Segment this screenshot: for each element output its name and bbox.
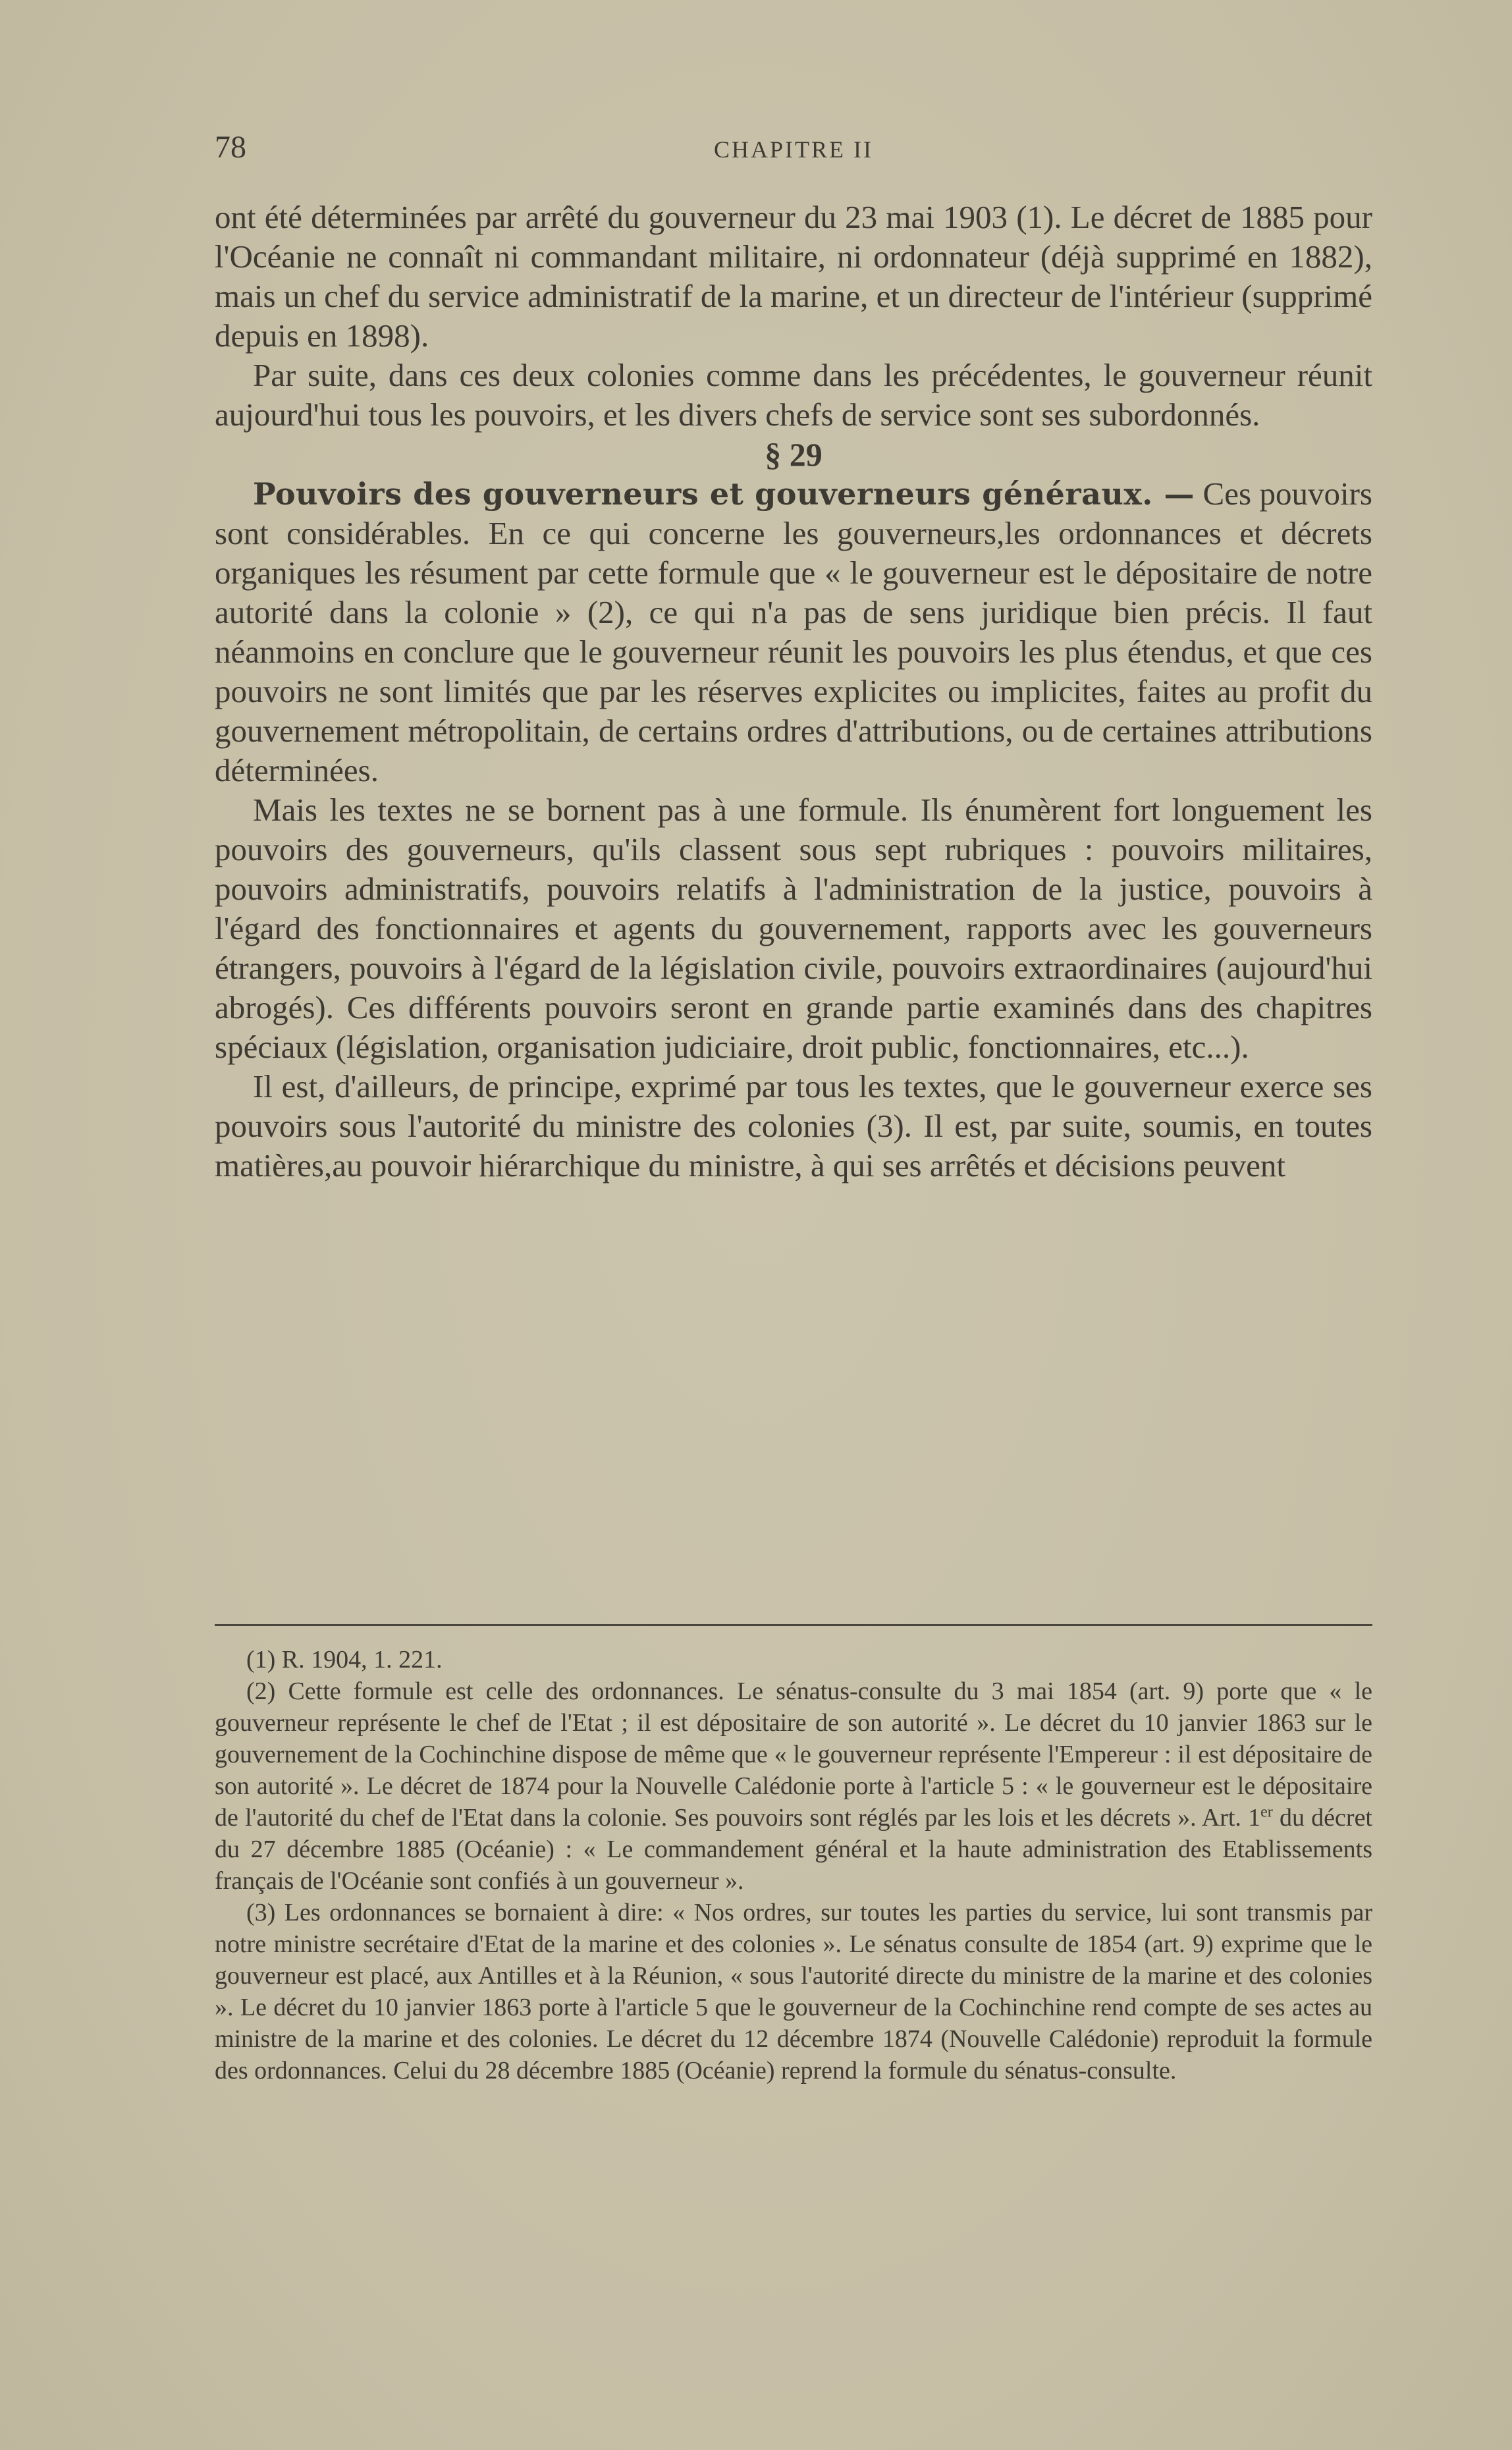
paragraph-3: [215, 474, 1372, 790]
footnote-1: (1) R. 1904, 1. 221.: [246, 1646, 443, 1674]
main-text: [215, 198, 1372, 1185]
paragraph-5: Il est, d'ailleurs, de principe, exprimé par tous les textes, que le gouverneur exerce ses pouvoirs sous l'autorité du ministre des colonies (3). Il est, par suite, soumis, en toutes matières,au pouvoir hiérarchique du ministre, à qui ses arrêtés et décisions peuvent: [215, 1068, 1372, 1184]
page-header: [215, 129, 1372, 169]
footnotes: [215, 1644, 1372, 2086]
page-number: 78: [215, 130, 246, 165]
paragraph-2: Par suite, dans ces deux colonies comme dans les précédentes, le gouverneur réunit aujourd'hui tous les pouvoirs, et les divers chefs de service sont ses subordonnés.: [215, 357, 1372, 433]
running-title: CHAPITRE II: [714, 136, 873, 163]
footnote-2-text-a: (2) Cette formule est celle des ordonnances. Le sénatus-consulte du 3 mai 1854 (art. 9) porte que « le gouverneur représente le chef de l'Etat ; il est dépositaire de son autorité ». Le décret du 10 janvier 1863 sur le gouvernement de la Cochinchine dispose de même que « le gouverneur représente l'Empereur : il est dépositaire de son autorité ». Le décret de 1874 pour la Nouvelle Calédonie porte à l'article 5 : « le gouverneur est le dépositaire de l'autorité du chef de l'Etat dans la colonie. Ses pouvoirs sont réglés par les lois et les décrets ». Art. 1: [215, 1677, 1372, 1832]
footnote-2-text-b: du décret du 27 décembre 1885 (Océanie) : « Le commandement général et la haute administration des Etablissements français de l'Océanie sont confiés à un gouverneur ».: [215, 1804, 1372, 1895]
paragraph-3-text: Ces pouvoirs sont considérables. En ce qui concerne les gouverneurs,les ordonnances et décrets organiques les résument par cette formule que « le gouverneur est le dépositaire de notre autorité dans la colonie » (2), ce qui n'a pas de sens juridique bien précis. Il faut néanmoins en conclure que le gouverneur réunit les pouvoirs les plus étendus, et que ces pouvoirs ne sont limités que par les réserves explicites ou implicites, faites au profit du gouvernement métropolitain, de certains ordres d'attributions, ou de certaines attributions déterminées.: [215, 476, 1372, 788]
paragraph-1: ont été déterminées par arrêté du gouverneur du 23 mai 1903 (1). Le décret de 1885 pour l'Océanie ne connaît ni commandant militaire, ni ordonnateur (déjà supprimé en 1882), mais un chef du service administratif de la marine, et un directeur de l'intérieur (supprimé depuis en 1898).: [215, 199, 1372, 354]
section-heading: Pouvoirs des gouverneurs et gouverneurs généraux. —: [253, 476, 1195, 512]
paragraph-4: Mais les textes ne se bornent pas à une formule. Ils énumèrent fort longuement les pouvoirs des gouverneurs, qu'ils classent sous sept rubriques : pouvoirs militaires, pouvoirs administratifs, pouvoirs relatifs à l'administration de la justice, pouvoirs à l'égard des fonctionnaires et agents du gouvernement, rapports avec les gouverneurs étrangers, pouvoirs à l'égard de la législation civile, pouvoirs extraordinaires (aujourd'hui abrogés). Ces différents pouvoirs seront en grande partie examinés dans des chapitres spéciaux (législation, organisation judiciaire, droit public, fonctionnaires, etc...).: [215, 792, 1372, 1065]
footnote-2: [215, 1675, 1372, 1897]
section-number: § 29: [765, 436, 823, 473]
footnote-divider: [215, 1624, 1372, 1626]
footnote-3: (3) Les ordonnances se bornaient à dire: « Nos ordres, sur toutes les parties du service, lui sont transmis par notre ministre secrétaire d'Etat de la marine et des colonies ». Le sénatus consulte de 1854 (art. 9) exprime que le gouverneur est placé, aux Antilles et à la Réunion, « sous l'autorité directe du ministre de la marine et des colonies ». Le décret du 10 janvier 1863 porte à l'article 5 que le gouverneur de la Cochinchine rend compte de ses actes au ministre de la marine et des colonies. Le décret du 12 décembre 1874 (Nouvelle Calédonie) reproduit la formule des ordonnances. Celui du 28 décembre 1885 (Océanie) reprend la formule du sénatus-consulte.: [215, 1899, 1372, 2084]
footnote-2-superscript: er: [1260, 1803, 1273, 1821]
